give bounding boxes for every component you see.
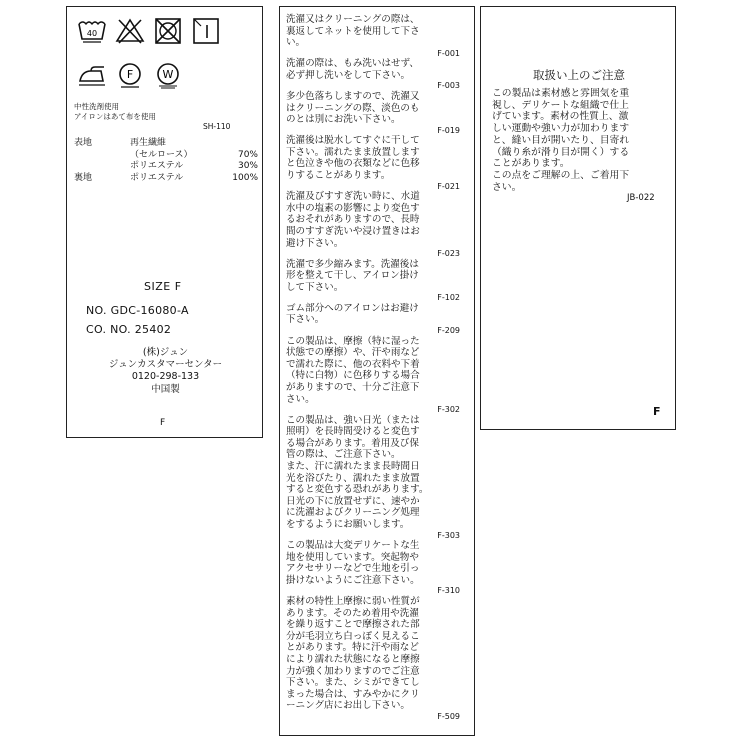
care-block [286, 14, 472, 58]
care-code: F-209 [437, 326, 460, 336]
care-block [286, 259, 472, 303]
care-block [286, 596, 472, 721]
care-block [286, 91, 472, 135]
company-name: (株)ジュン [142, 347, 189, 358]
fiber-part: 裏地 [74, 172, 93, 183]
caution-title: 取扱い上のご注意 [533, 68, 625, 82]
care-text: 多少色落ちしますので、洗濯又 はクリーニングの際、淡色のも のとは別にお洗い下さい。 [286, 90, 420, 126]
fiber-material: ポリエステル [130, 161, 184, 171]
fiber-row [74, 150, 259, 162]
fiber-part [74, 161, 130, 173]
iron-low-cloth-icon [77, 61, 107, 89]
care-code: F-021 [437, 181, 460, 191]
care-code: F-509 [437, 711, 460, 721]
fiber-percent: 70% [237, 149, 258, 160]
fiber-material: ポリエステル [130, 172, 184, 183]
care-block [286, 191, 472, 258]
fiber-part: 表地 [74, 138, 93, 148]
caution-body: この製品は素材感と雰囲気を重 視し、デリケートな組織で仕上 げています。素材の性質上、激 しい運動や強い力が加わります と、縫い目が開いたり、目寄れ （織り糸が滑り目が開く）する ことがあります。 この点をご理解の上、ご着用下 さい。 [492, 88, 630, 193]
care-block [286, 303, 472, 336]
wet-clean-w-icon [153, 61, 183, 89]
care-code: F-310 [437, 586, 460, 596]
care-instructions-label [279, 6, 475, 736]
wash-40-net-icon [77, 17, 107, 45]
fiber-material: 再生繊維 [130, 138, 167, 148]
label-footer-mark: F [653, 405, 661, 418]
fiber-row [74, 161, 259, 173]
fiber-row [74, 173, 259, 185]
dry-clean-f-icon [115, 61, 145, 89]
care-text: この製品は、強い日光（または 照明）を長時間受けると変色す る場合があります。着用及び保 管の際は、ご注意下さい。 また、汗に濡れたまま長時間日 光を浴びたり、濡れたまま放置 すると変色する恐れがあります。 日光の下に放置せずに、速やか に洗濯およびクリーニング処理 をするようにお願いします。 [286, 414, 429, 530]
note-detergent: 中性洗剤使用 [74, 102, 119, 111]
note-iron-cloth: アイロンはあて布を使用 [74, 112, 156, 121]
care-text: この製品は大変デリケートな生 地を使用しています。突起物や アクセサリーなどで生地を引っ 掛けないようにご注意下さい。 [286, 540, 420, 586]
care-block [286, 415, 472, 540]
care-code: F-019 [437, 125, 460, 135]
label-footer-mark: F [160, 418, 166, 428]
care-code: F-023 [437, 249, 460, 259]
care-code: F-302 [437, 405, 460, 415]
care-text: 洗濯又はクリーニングの際は、 裏返してネットを使用して下さ い。 [286, 14, 420, 49]
care-block [286, 540, 472, 596]
svg-text:W: W [162, 68, 174, 81]
svg-text:40: 40 [86, 29, 98, 38]
company-info [67, 347, 264, 396]
fiber-composition [74, 138, 259, 184]
fiber-percent: 30% [237, 161, 258, 171]
care-block [286, 135, 472, 191]
care-block [286, 58, 472, 91]
care-code: F-001 [437, 48, 460, 58]
care-code: F-303 [437, 530, 460, 540]
fiber-row [74, 138, 259, 150]
color-number: CO. NO. 25402 [86, 323, 172, 336]
care-code: F-102 [437, 293, 460, 303]
care-instruction-list [286, 14, 472, 721]
no-tumble-dry-icon [153, 17, 183, 45]
fiber-percent: 100% [232, 172, 258, 183]
care-notes [74, 102, 156, 122]
care-text: この製品は、摩擦（特に湿った 状態での摩擦）や、汗や雨など で濡れた際に、他の衣料や下着 （特に白物）に色移りする場合 がありますので、十分ご注意下 さい。 [286, 335, 420, 405]
care-text: 洗濯で多少縮みます。洗濯後は 形を整えて干し、アイロン掛け して下さい。 [286, 258, 419, 293]
svg-text:F: F [126, 68, 134, 81]
country-of-origin: 中国製 [151, 383, 180, 395]
product-number: NO. GDC-16080-A [86, 304, 189, 317]
handling-caution-label [480, 6, 676, 430]
care-block [286, 336, 472, 415]
care-text: 洗濯後は脱水してすぐに干して 下さい。濡れたまま放置します と色泣きや他の衣類などに色移 りすることがあります。 [286, 135, 420, 182]
customer-center: ジュンカスタマーセンター [108, 359, 223, 371]
phone-number: 0120-298-133 [131, 371, 200, 383]
care-label-main [66, 6, 263, 438]
care-text: 素材の特性上摩擦に弱い性質が あります。そのため着用や洗濯 を繰り返すことで摩擦された部 分が毛羽立ち白っぽく見えるこ とがあります。特に汗や雨など により濡れた状態になると摩擦 力が強く加わりますのでご注意 下さい。また、シミができてし まった場合は、すみやかにクリ ーニング店にお出し下さい。 [286, 595, 420, 712]
caution-code: JB-022 [627, 193, 655, 203]
fiber-percent [218, 138, 258, 150]
care-code: F-003 [437, 81, 460, 91]
label-code: SH-110 [203, 122, 231, 131]
line-dry-shade-icon [191, 17, 221, 45]
care-text: 洗濯の際は、もみ洗いはせず、 必ず押し洗いをして下さい。 [286, 58, 419, 81]
care-text: 洗濯及びすすぎ洗い時に、水道 水中の塩素の影響により変色す るおそれがありますので、長時 間のすすぎ洗いや浸け置きはお 避け下さい。 [286, 191, 420, 249]
fiber-material: （セルロース） [130, 149, 193, 160]
fiber-part [74, 150, 130, 162]
no-bleach-icon [115, 17, 145, 45]
size-label: SIZE F [144, 280, 182, 293]
care-text: ゴム部分へのアイロンはお避け 下さい。 [286, 302, 419, 326]
